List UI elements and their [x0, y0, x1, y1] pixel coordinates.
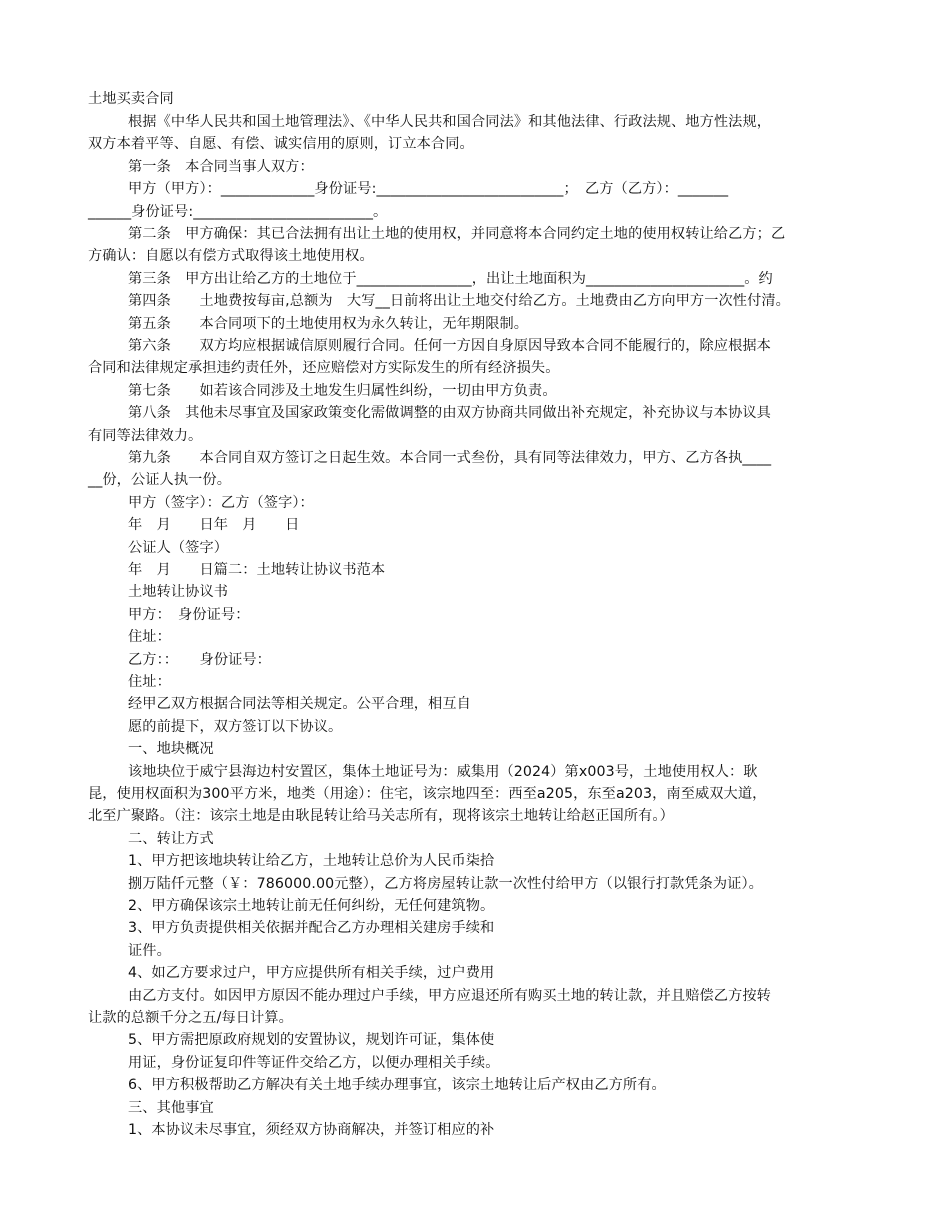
- party-line: 甲方： 身份证号：: [128, 607, 250, 623]
- body-line: 捌万陆仟元整（￥：786000.00元整），乙方将房屋转让款一次性付给甲方（以银行打款凭条为证）。: [128, 876, 763, 892]
- document-title: 土地买卖合同: [88, 91, 174, 107]
- party-line: 乙方：： 身份证号：: [128, 652, 271, 668]
- body-line: 第二条 甲方确保：其已合法拥有出让土地的使用权，并同意将本合同约定土地的使用权转让给乙方；乙: [128, 226, 786, 242]
- body-line: 2、甲方确保该宗土地转让前无任何纠纷，无任何建筑物。: [128, 898, 495, 914]
- body-line: 1、甲方把该地块转让给乙方，土地转让总价为人民币柒拾: [128, 853, 495, 869]
- signature-line: 公证人（签字）: [128, 540, 229, 556]
- body-line: 第九条 本合同自双方签订之日起生效。本合同一式叁份，具有同等法律效力，甲方、乙方各执____: [128, 450, 772, 466]
- section-heading: 二、转让方式: [128, 831, 214, 847]
- body-line: 用证，身份证复印件等证件交给乙方，以便办理相关手续。: [128, 1055, 500, 1071]
- date-line: 年 月 日年 月 日: [128, 517, 300, 533]
- signature-line: 甲方（签字）：乙方（签字）：: [128, 495, 314, 511]
- body-line: 第八条 其他未尽事宜及国家政策变化需做调整的由双方协商共同做出补充规定，补充协议与本协议具: [128, 405, 771, 421]
- body-line: __份，公证人执一份。: [88, 472, 231, 488]
- body-line: ______身份证号:_________________________。: [88, 204, 388, 220]
- body-line: 甲方（甲方）：_____________身份证号:__________________________； 乙方（乙方）：_______: [128, 181, 729, 197]
- section-heading: 三、其他事宜: [128, 1100, 214, 1116]
- body-line: 北至广聚路。（注：该宗土地是由耿昆转让给马关志所有，现将该宗土地转让给赵正国所有。）: [88, 808, 674, 824]
- body-line: 4、如乙方要求过户，甲方应提供所有相关手续，过户费用: [128, 965, 495, 981]
- body-line: 该地块位于威宁县海边村安置区，集体土地证号为：威集用（2024）第x003号，土地使用权人：耿: [128, 764, 758, 780]
- body-line: 3、甲方负责提供相关依据并配合乙方办理相关建房手续和: [128, 920, 495, 936]
- body-line: 愿的前提下，双方签订以下协议。: [128, 719, 343, 735]
- body-line: 1、本协议未尽事宜，须经双方协商解决，并签订相应的补: [128, 1122, 495, 1138]
- body-line: 有同等法律效力。: [88, 428, 203, 444]
- body-line: 第四条 土地费按每亩,总额为 大写__日前将出让土地交付给乙方。土地费由乙方向甲方一次性付清。: [128, 293, 790, 309]
- body-line: 根据《中华人民共和国土地管理法》、《中华人民共和国合同法》和其他法律、行政法规、地方性法规，: [128, 114, 772, 130]
- body-line: 第七条 如若该合同涉及土地发生归属性纠纷，一切由甲方负责。: [128, 383, 557, 399]
- body-line: 让款的总额千分之五/每日计算。: [88, 1010, 293, 1026]
- address-line: 住址：: [128, 674, 171, 690]
- body-line: 由乙方支付。如因甲方原因不能办理过户手续，甲方应退还所有购买土地的转让款，并且赔偿乙方按转: [128, 988, 771, 1004]
- body-line: 第五条 本合同项下的土地使用权为永久转让，无年期限制。: [128, 316, 529, 332]
- body-line: 方确认：自愿以有偿方式取得该土地使用权。: [88, 248, 374, 264]
- body-line: 经甲乙双方根据合同法等相关规定。公平合理，相互自: [128, 696, 471, 712]
- body-line: 6、甲方积极帮助乙方解决有关土地手续办理事宜，该宗土地转让后产权由乙方所有。: [128, 1077, 666, 1093]
- body-line: 双方本着平等、自愿、有偿、诚实信用的原则，订立本合同。: [88, 136, 474, 152]
- section-heading: 一、地块概况: [128, 741, 214, 757]
- date-line: 年 月 日篇二：土地转让协议书范本: [128, 562, 386, 578]
- body-line: 第六条 双方均应根据诚信原则履行合同。任何一方因自身原因导致本合同不能履行的，除应根据本: [128, 338, 771, 354]
- body-line: 5、甲方需把原政府规划的安置协议，规划许可证，集体使: [128, 1032, 495, 1048]
- address-line: 住址：: [128, 629, 171, 645]
- body-line: 昆，使用权面积为300平方米，地类（用途）：住宅，该宗地四至：西至a205，东至a203，南至威双大道，: [88, 786, 767, 802]
- body-line: 证件。: [128, 943, 171, 959]
- body-line: 第一条 本合同当事人双方：: [128, 159, 314, 175]
- body-line: 第三条 甲方出让给乙方的土地位于________________，出让土地面积为______________________。约: [128, 271, 773, 287]
- section-title: 土地转让协议书: [128, 584, 229, 600]
- body-line: 合同和法律规定承担违约责任外，还应赔偿对方实际发生的所有经济损失。: [88, 360, 560, 376]
